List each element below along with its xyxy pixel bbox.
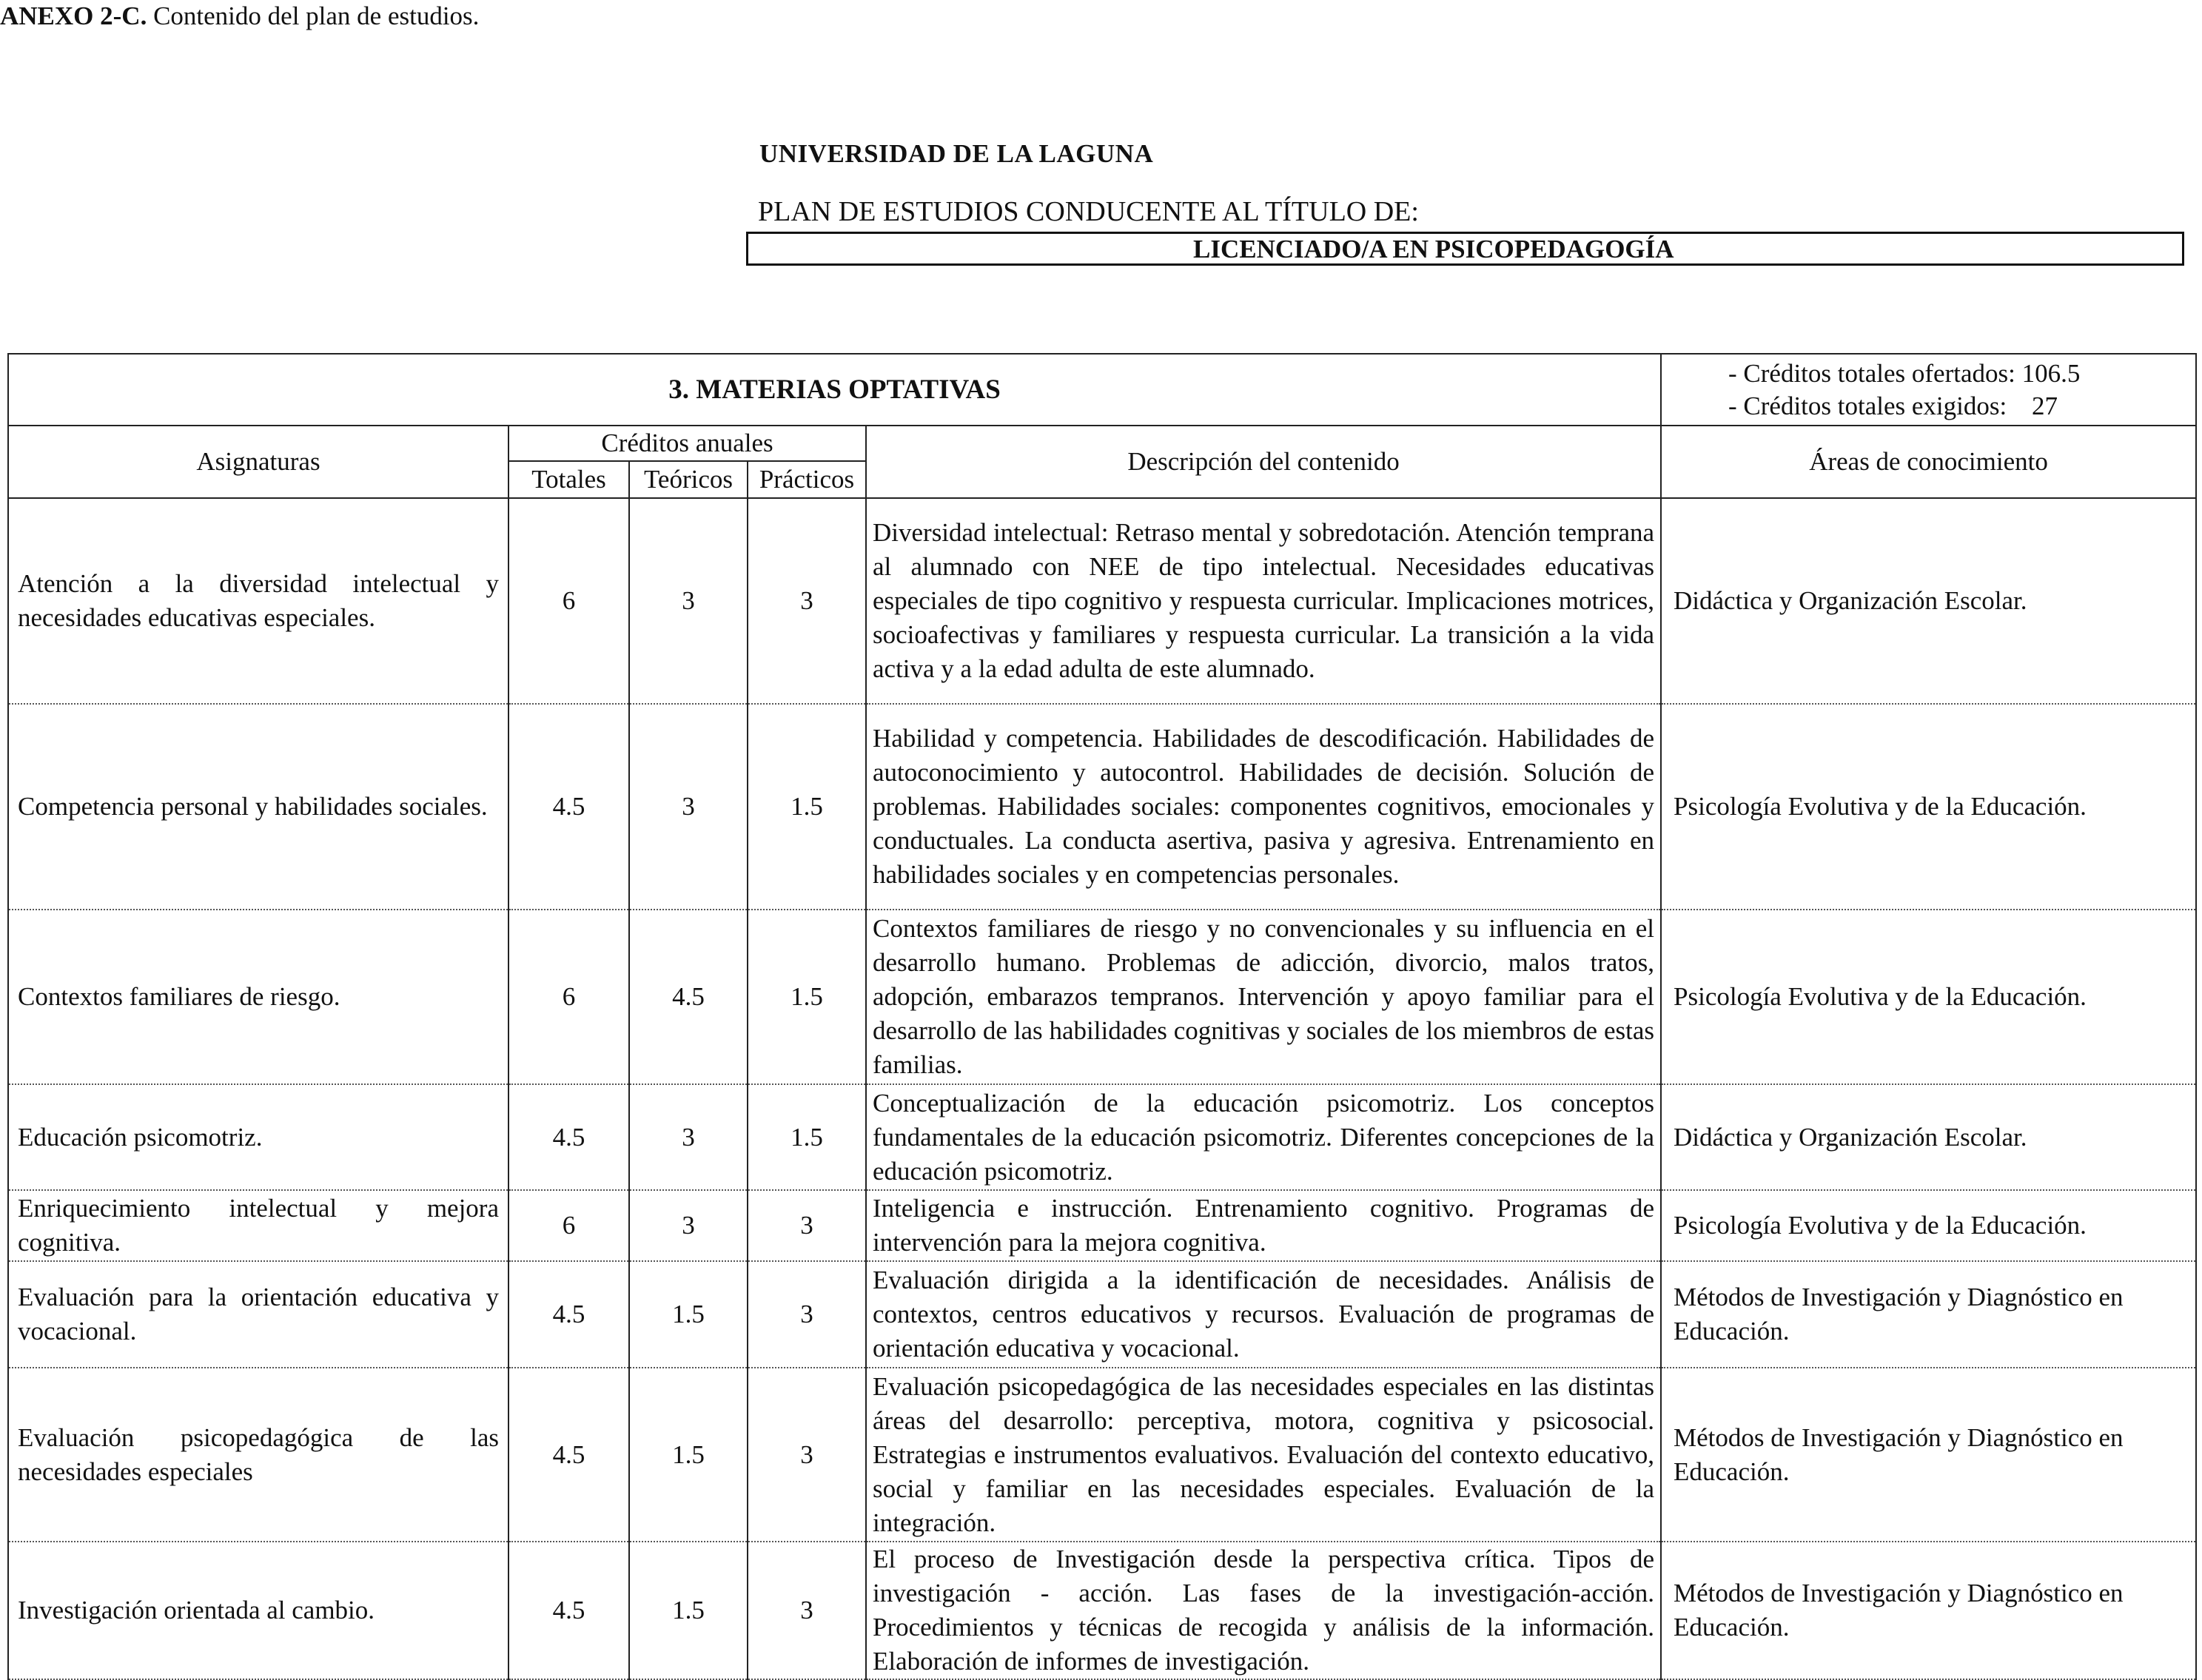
table-row: [8, 498, 2196, 704]
table-row: [8, 1084, 2196, 1190]
description-cell: Evaluación dirigida a la identificación de necesidades. Análisis de contextos, centros educativos y recursos. Evaluación de programas de orientación educativa y vocacional.: [866, 1261, 1661, 1368]
subject-cell: Evaluación psicopedagógica de las necesidades especiales: [8, 1368, 508, 1542]
area-cell: Didáctica y Organización Escolar.: [1661, 498, 2196, 704]
theory-credits-cell: 3: [629, 704, 748, 910]
credits-header: Créditos anuales: [508, 426, 866, 461]
annex-label: ANEXO 2-C.: [0, 1, 147, 30]
required-credits: - Créditos totales exigidos: 27: [1728, 391, 2058, 420]
total-credits-cell: 4.5: [508, 1084, 629, 1190]
subject-cell: Atención a la diversidad intelectual y necesidades educativas especiales.: [8, 498, 508, 704]
description-cell: Conceptualización de la educación psicomotriz. Los conceptos fundamentales de la educación psicomotriz. Diferentes concepciones de la educación psicomotriz.: [866, 1084, 1661, 1190]
area-cell: Métodos de Investigación y Diagnóstico en Educación.: [1661, 1261, 2196, 1368]
total-credits-cell: 6: [508, 910, 629, 1084]
theory-credits-cell: 3: [629, 1084, 748, 1190]
total-credits-cell: 6: [508, 498, 629, 704]
subjects-header: Asignaturas: [8, 426, 508, 498]
table-row: [8, 1261, 2196, 1368]
theory-credits-cell: 3: [629, 498, 748, 704]
subject-cell: Enriquecimiento intelectual y mejora cognitiva.: [8, 1190, 508, 1261]
credit-summary: [1661, 354, 2196, 426]
areas-header: Áreas de conocimiento: [1661, 426, 2196, 498]
section-title: 3. MATERIAS OPTATIVAS: [8, 354, 1661, 426]
description-cell: El proceso de Investigación desde la perspectiva crítica. Tipos de investigación - acción. Las fases de la investigación-acción. Procedimientos y técnicas de recogida y análisis de la información. Elaboración de informes de investigación.: [866, 1542, 1661, 1679]
area-cell: Psicología Evolutiva y de la Educación.: [1661, 1190, 2196, 1261]
subject-cell: Evaluación para la orientación educativa y vocacional.: [8, 1261, 508, 1368]
column-header-row: [8, 426, 2196, 461]
theory-credits-cell: 1.5: [629, 1542, 748, 1679]
practice-credits-cell: 3: [748, 498, 866, 704]
description-cell: Habilidad y competencia. Habilidades de descodificación. Habilidades de autoconocimiento y autocontrol. Habilidades de decisión. Solución de problemas. Habilidades sociales: componentes cognitivos, emocionales y conductuales. La conducta asertiva, pasiva y agresiva. Entrenamiento en habilidades sociales y en competencias personales.: [866, 704, 1661, 910]
theory-credits-cell: 3: [629, 1190, 748, 1261]
description-cell: Evaluación psicopedagógica de las necesidades especiales en las distintas áreas del desarrollo: perceptiva, motora, cognitiva y psicosocial. Estrategias e instrumentos evaluativos. Evaluación del contexto educativo, social y familiar en las necesidades especiales. Evaluación de la integración.: [866, 1368, 1661, 1542]
subject-cell: Competencia personal y habilidades sociales.: [8, 704, 508, 910]
practice-credits-cell: 1.5: [748, 910, 866, 1084]
total-credits-cell: 4.5: [508, 1542, 629, 1679]
practice-header: Prácticos: [748, 461, 866, 498]
plan-title: PLAN DE ESTUDIOS CONDUCENTE AL TÍTULO DE:: [758, 196, 1419, 227]
theory-credits-cell: 1.5: [629, 1261, 748, 1368]
table-row: [8, 1368, 2196, 1542]
area-cell: Métodos de Investigación y Diagnóstico en Educación.: [1661, 1542, 2196, 1679]
subject-cell: Educación psicomotriz.: [8, 1084, 508, 1190]
description-cell: Contextos familiares de riesgo y no convencionales y su influencia en el desarrollo humano. Problemas de adicción, divorcio, malos tratos, adopción, embarazos tempranos. Intervención y apoyo familiar para el desarrollo de las habilidades cognitivas y sociales de los miembros de estas familias.: [866, 910, 1661, 1084]
area-cell: Psicología Evolutiva y de la Educación.: [1661, 704, 2196, 910]
description-cell: Inteligencia e instrucción. Entrenamiento cognitivo. Programas de intervención para la mejora cognitiva.: [866, 1190, 1661, 1261]
table-row: [8, 704, 2196, 910]
practice-credits-cell: 3: [748, 1190, 866, 1261]
total-credits-cell: 4.5: [508, 1368, 629, 1542]
area-cell: Psicología Evolutiva y de la Educación.: [1661, 910, 2196, 1084]
area-cell: Métodos de Investigación y Diagnóstico en Educación.: [1661, 1368, 2196, 1542]
table-row: [8, 1542, 2196, 1679]
total-credits-cell: 4.5: [508, 1261, 629, 1368]
total-credits-cell: 4.5: [508, 704, 629, 910]
section-header-row: [8, 354, 2196, 426]
practice-credits-cell: 3: [748, 1368, 866, 1542]
table-row: [8, 1190, 2196, 1261]
university-name: UNIVERSIDAD DE LA LAGUNA: [759, 139, 1154, 168]
annex-heading: [0, 0, 479, 33]
degree-box: [746, 232, 2184, 266]
degree-title: LICENCIADO/A EN PSICOPEDAGOGÍA: [1193, 235, 1674, 263]
description-header: Descripción del contenido: [866, 426, 1661, 498]
table-row: [8, 910, 2196, 1084]
area-cell: Didáctica y Organización Escolar.: [1661, 1084, 2196, 1190]
practice-credits-cell: 1.5: [748, 704, 866, 910]
subject-cell: Contextos familiares de riesgo.: [8, 910, 508, 1084]
description-cell: Diversidad intelectual: Retraso mental y sobredotación. Atención temprana al alumnado con NEE de tipo intelectual. Necesidades educativas especiales de tipo cognitivo y respuesta curricular. Implicaciones motrices, socioafectivas y familiares y respuesta curricular. La transición a la vida activa y a la edad adulta de este alumnado.: [866, 498, 1661, 704]
theory-credits-cell: 1.5: [629, 1368, 748, 1542]
subject-cell: Investigación orientada al cambio.: [8, 1542, 508, 1679]
total-credits-cell: 6: [508, 1190, 629, 1261]
theory-credits-cell: 4.5: [629, 910, 748, 1084]
practice-credits-cell: 3: [748, 1261, 866, 1368]
practice-credits-cell: 1.5: [748, 1084, 866, 1190]
totals-header: Totales: [508, 461, 629, 498]
theory-header: Teóricos: [629, 461, 748, 498]
offered-credits: - Créditos totales ofertados: 106.5: [1728, 358, 2081, 388]
annex-text: Contenido del plan de estudios.: [153, 1, 480, 30]
practice-credits-cell: 3: [748, 1542, 866, 1679]
optional-subjects-table: [7, 353, 2197, 1680]
